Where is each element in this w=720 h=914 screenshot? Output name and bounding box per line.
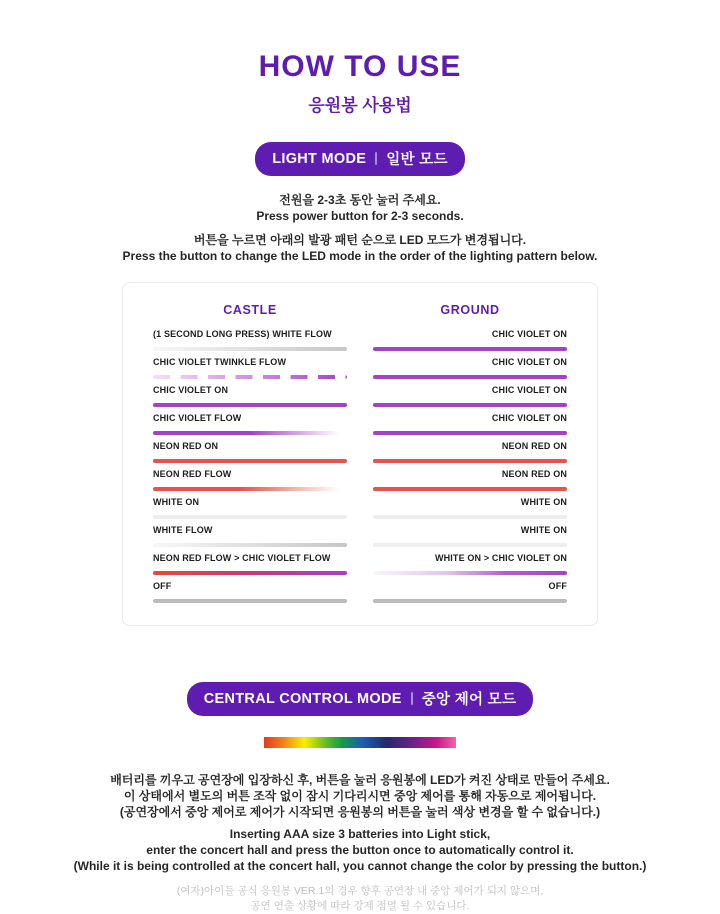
led-bar-off <box>153 599 347 603</box>
mode-label: WHITE ON <box>520 497 567 507</box>
mode-cell-ground <box>373 495 567 519</box>
footnote-line: 공연 연출 상황에 따라 강제 점멸 될 수 있습니다. <box>250 900 470 912</box>
mode-label: CHIC VIOLET ON <box>491 413 567 423</box>
mode-label: NEON RED FLOW > CHIC VIOLET FLOW <box>153 553 331 563</box>
mode-cell-castle <box>153 551 347 575</box>
mode-cell-castle <box>153 411 347 435</box>
light-mode-badge <box>255 142 465 176</box>
mode-cell-castle <box>153 327 347 351</box>
mode-label: CHIC VIOLET ON <box>491 329 567 339</box>
led-bar-violet-on <box>373 347 567 351</box>
mode-label: NEON RED ON <box>501 441 567 451</box>
led-pattern-table-body <box>153 327 567 603</box>
led-bar-white-on <box>373 543 567 547</box>
instruction-line-en: Inserting AAA size 3 batteries into Light stick, <box>229 827 491 841</box>
central-control-badge-label-en: CENTRAL CONTROL MODE <box>203 690 402 707</box>
mode-label: (1 SECOND LONG PRESS) WHITE FLOW <box>153 329 332 339</box>
light-mode-badge-label-ko: 일반 모드 <box>386 152 448 168</box>
mode-cell-castle <box>153 579 347 603</box>
mode-row <box>153 579 567 603</box>
mode-label: CHIC VIOLET ON <box>153 385 229 395</box>
led-bar-red-to-violet <box>153 571 347 575</box>
mode-row <box>153 383 567 407</box>
mode-cell-castle <box>153 439 347 463</box>
mode-label: OFF <box>153 581 172 591</box>
instruction-line-en: Press power button for 2-3 seconds. <box>256 209 464 223</box>
led-bar-white-on <box>373 515 567 519</box>
led-bar-white-on <box>153 515 347 519</box>
led-bar-red-on <box>373 459 567 463</box>
column-header-ground: GROUND <box>440 303 500 317</box>
footnote-line: (여자)아이들 공식 응원봉 VER.1의 경우 향후 공연장 내 중앙 제어가 되지 않으며, <box>176 885 544 897</box>
mode-label: OFF <box>548 581 567 591</box>
power-instruction <box>0 192 720 224</box>
mode-label: CHIC VIOLET ON <box>491 357 567 367</box>
instruction-line-en: (While it is being controlled at the concert hall, you cannot change the color by pressing the button.) <box>73 859 647 873</box>
mode-row <box>153 551 567 575</box>
instruction-line-en: enter the concert hall and press the button once to automatically control it. <box>146 843 574 857</box>
light-mode-badge-label-en: LIGHT MODE <box>272 150 367 167</box>
mode-label: WHITE FLOW <box>153 525 213 535</box>
led-pattern-table-header <box>153 303 567 317</box>
led-bar-white-flow <box>153 347 347 351</box>
mode-label: NEON RED ON <box>501 469 567 479</box>
led-bar-white-flow <box>153 543 347 547</box>
mode-label: NEON RED FLOW <box>153 469 232 479</box>
instruction-line-ko: 이 상태에서 별도의 버튼 조작 없이 잠시 기다리시면 중앙 제어를 통해 자동으로 제어됩니다. <box>123 789 597 803</box>
mode-cell-ground <box>373 439 567 463</box>
page-title: HOW TO USE <box>258 50 462 83</box>
mode-row <box>153 467 567 491</box>
badge-divider <box>411 692 413 705</box>
led-bar-violet-on <box>373 403 567 407</box>
instruction-line-ko: 버튼을 누르면 아래의 발광 패턴 순으로 LED 모드가 변경됩니다. <box>193 233 527 247</box>
mode-cell-ground <box>373 579 567 603</box>
led-bar-off <box>373 599 567 603</box>
mode-cell-ground <box>373 327 567 351</box>
mode-cell-castle <box>153 467 347 491</box>
mode-cell-ground <box>373 523 567 547</box>
led-bar-violet-on <box>373 375 567 379</box>
mode-cell-castle <box>153 355 347 379</box>
mode-change-instruction <box>0 232 720 264</box>
mode-row <box>153 411 567 435</box>
badge-divider <box>375 152 377 165</box>
central-control-badge-label-ko: 중앙 제어 모드 <box>421 692 517 708</box>
instruction-line-ko: 배터리를 끼우고 공연장에 입장하신 후, 버튼을 눌러 응원봉에 LED가 켜진 상태로 만들어 주세요. <box>110 773 610 787</box>
mode-label: CHIC VIOLET ON <box>491 385 567 395</box>
mode-row <box>153 523 567 547</box>
central-control-instructions-korean <box>0 772 720 820</box>
instruction-line-ko: (공연장에서 중앙 제어로 제어가 시작되면 응원봉의 버튼을 눌러 색상 변경을 할 수 없습니다.) <box>119 805 601 819</box>
rainbow-gradient-bar <box>264 737 456 748</box>
mode-row <box>153 355 567 379</box>
led-bar-violet-on <box>153 403 347 407</box>
footnote <box>0 884 720 914</box>
mode-label: CHIC VIOLET FLOW <box>153 413 242 423</box>
mode-cell-ground <box>373 551 567 575</box>
instruction-line-en: Press the button to change the LED mode in the order of the lighting pattern below. <box>122 249 598 263</box>
mode-cell-ground <box>373 355 567 379</box>
mode-cell-castle <box>153 495 347 519</box>
page-subtitle-korean: 응원봉 사용법 <box>308 96 412 115</box>
mode-row <box>153 439 567 463</box>
led-bar-red-on <box>373 487 567 491</box>
mode-cell-ground <box>373 383 567 407</box>
mode-label: NEON RED ON <box>153 441 219 451</box>
central-control-mode-badge <box>187 682 534 716</box>
mode-cell-castle <box>153 523 347 547</box>
mode-cell-ground <box>373 411 567 435</box>
mode-row <box>153 495 567 519</box>
mode-label: WHITE ON <box>153 497 200 507</box>
led-pattern-card <box>122 282 598 626</box>
led-bar-red-flow <box>153 487 347 491</box>
central-control-instructions-english <box>0 826 720 874</box>
led-bar-violet-on <box>373 431 567 435</box>
mode-label: WHITE ON <box>520 525 567 535</box>
instruction-line-ko: 전원을 2-3초 동안 눌러 주세요. <box>279 193 441 207</box>
led-bar-violet-flow <box>153 431 347 435</box>
led-bar-red-on <box>153 459 347 463</box>
mode-cell-ground <box>373 467 567 491</box>
column-header-castle: CASTLE <box>223 303 277 317</box>
led-bar-white-to-violet <box>373 571 567 575</box>
mode-row <box>153 327 567 351</box>
mode-label: CHIC VIOLET TWINKLE FLOW <box>153 357 287 367</box>
led-bar-violet-twinkle <box>153 375 347 379</box>
mode-cell-castle <box>153 383 347 407</box>
mode-label: WHITE ON > CHIC VIOLET ON <box>434 553 567 563</box>
